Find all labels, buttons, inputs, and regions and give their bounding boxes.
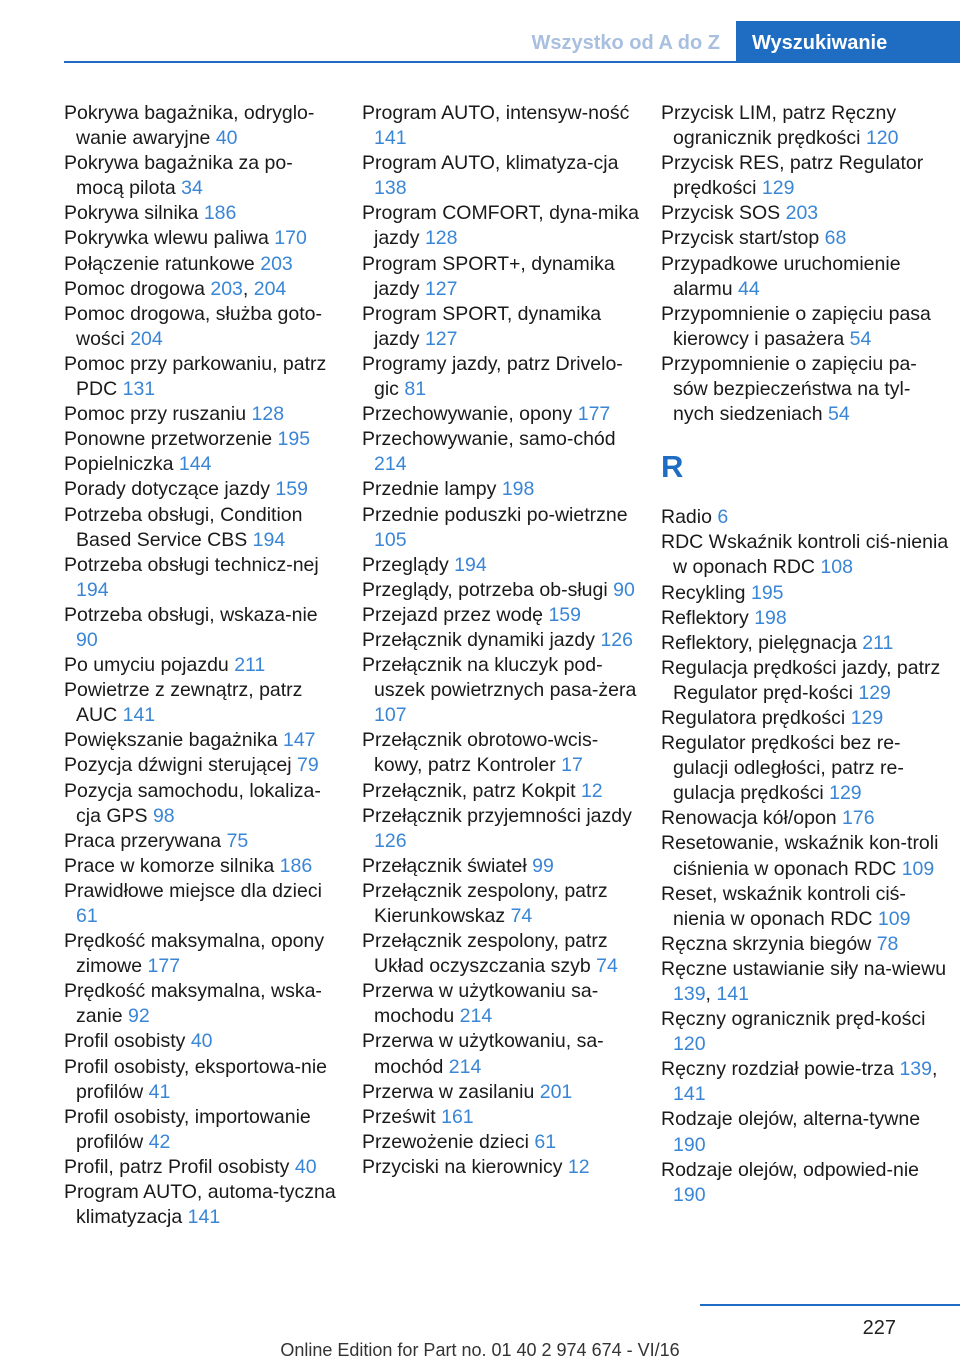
index-term: Pokrywa bagażnika, odryglo-wanie awaryjne xyxy=(64,102,315,150)
index-term: Regulacja prędkości jazdy, patrz Regulator pręd-kości xyxy=(661,656,941,704)
index-entry xyxy=(362,603,642,628)
page-link[interactable]: 126 xyxy=(600,628,633,651)
index-entry xyxy=(362,1029,642,1079)
index-entry xyxy=(64,302,340,352)
index-entry xyxy=(362,728,642,778)
page-link[interactable]: 54 xyxy=(849,327,872,350)
index-entry xyxy=(362,929,642,979)
page-link[interactable]: 161 xyxy=(441,1105,474,1128)
index-term: Przełącznik, patrz Kokpit xyxy=(362,779,576,802)
index-term: Przechowywanie, samo-chód xyxy=(362,428,616,451)
page-link[interactable]: 54 xyxy=(828,403,850,426)
page-link[interactable]: 129 xyxy=(829,782,862,805)
page-link[interactable]: 40 xyxy=(215,127,238,150)
page-link[interactable]: 75 xyxy=(226,829,249,852)
index-entry xyxy=(64,427,340,452)
index-term: Przełącznik świateł xyxy=(362,854,527,877)
index-entry xyxy=(64,477,340,502)
index-entry xyxy=(661,226,951,251)
index-entry xyxy=(362,578,642,603)
footer-rule xyxy=(700,1304,960,1306)
index-entry xyxy=(362,503,642,553)
index-term: Pomoc drogowa xyxy=(64,277,205,300)
index-entry xyxy=(64,779,340,829)
page-link[interactable]: 176 xyxy=(842,807,875,830)
index-term: Profil osobisty xyxy=(64,1030,186,1053)
index-term: Radio xyxy=(661,506,712,529)
index-term: Pokrywa silnika xyxy=(64,202,199,225)
index-entry xyxy=(64,678,340,728)
index-entry xyxy=(64,603,340,653)
index-entry xyxy=(64,1180,340,1230)
page-link[interactable]: 109 xyxy=(901,857,935,880)
page-link[interactable]: 74 xyxy=(510,905,533,927)
index-entry xyxy=(661,302,951,352)
page-link[interactable]: 159 xyxy=(548,603,581,626)
index-term: Przewożenie dzieci xyxy=(362,1130,529,1153)
page-link[interactable]: 214 xyxy=(448,1055,482,1078)
page-link[interactable]: 127 xyxy=(424,327,458,350)
index-term: Przełącznik na kluczyk pod-uszek powietrznych pasa-żera xyxy=(362,654,637,702)
page-link[interactable]: 126 xyxy=(374,829,407,852)
index-term: Przełącznik zespolony, patrz Układ oczyszczania szyb xyxy=(362,930,608,978)
page-link[interactable]: 203 xyxy=(210,277,243,300)
index-term: Ręczne ustawianie siły na-wiewu xyxy=(661,957,947,980)
index-group-p-continued xyxy=(661,101,951,427)
index-term: Program AUTO, klimatyza-cja xyxy=(362,152,619,175)
page-link[interactable]: 120 xyxy=(865,127,899,150)
index-term: Rodzaje olejów, odpowied-nie xyxy=(661,1158,920,1181)
page-link[interactable]: 108 xyxy=(820,556,853,579)
index-entry xyxy=(362,1080,642,1105)
index-entry xyxy=(362,201,642,251)
page-link[interactable]: 105 xyxy=(374,528,407,551)
index-entry xyxy=(661,631,951,656)
index-term: Recykling xyxy=(661,581,746,604)
page-link[interactable]: 107 xyxy=(374,704,407,727)
index-entry xyxy=(362,427,642,477)
index-entry xyxy=(362,101,642,151)
page-link[interactable]: 128 xyxy=(424,227,458,250)
page-link[interactable]: 129 xyxy=(761,177,795,200)
page-link[interactable]: 204 xyxy=(253,277,287,300)
index-group-r xyxy=(661,505,951,1208)
page-link[interactable]: 128 xyxy=(251,403,285,426)
index-term: Pokrywka wlewu paliwa xyxy=(64,227,269,250)
index-term: Prace w komorze silnika xyxy=(64,854,275,877)
index-term: Reset, wskaźnik kontroli ciś-nienia w oponach RDC xyxy=(661,882,906,930)
page-link[interactable]: 141 xyxy=(374,127,407,150)
page-link[interactable]: 214 xyxy=(374,453,407,476)
index-term: Resetowanie, wskaźnik kon-troli ciśnienia w oponach RDC xyxy=(661,832,939,880)
index-entry xyxy=(661,831,951,881)
index-entry xyxy=(362,402,642,427)
page-link[interactable]: 198 xyxy=(501,478,535,501)
index-entry xyxy=(362,477,642,502)
page-link[interactable]: 144 xyxy=(178,453,212,476)
index-term: Powietrze z zewnątrz, patrz AUC xyxy=(64,679,303,727)
page-link[interactable]: 42 xyxy=(148,1130,171,1153)
index-entry xyxy=(661,252,951,302)
footer-edition: Online Edition for Part no. 01 40 2 974 674 - VI/16 xyxy=(280,1340,680,1360)
page-link[interactable]: 68 xyxy=(824,227,847,250)
index-term: Przyciski na kierownicy xyxy=(362,1155,563,1178)
page-link[interactable]: 190 xyxy=(673,1133,706,1156)
page-link[interactable]: 195 xyxy=(277,428,311,451)
index-entry xyxy=(661,1107,951,1157)
index-entry xyxy=(661,706,951,731)
index-letter-heading: R xyxy=(661,449,684,485)
page-link[interactable]: 40 xyxy=(294,1155,317,1178)
page-link[interactable]: 186 xyxy=(279,854,313,877)
index-entry xyxy=(661,530,951,580)
index-entry xyxy=(64,503,340,553)
header-rule xyxy=(64,61,960,63)
index-entry xyxy=(362,352,642,402)
page-link[interactable]: 201 xyxy=(539,1080,573,1103)
page-link[interactable]: 92 xyxy=(128,1005,150,1028)
index-entry xyxy=(362,302,642,352)
index-term: Profil osobisty, importowanie profilów xyxy=(64,1105,311,1153)
page-link[interactable]: 79 xyxy=(297,754,319,777)
page-link[interactable]: 214 xyxy=(459,1005,493,1028)
index-term: Praca przerywana xyxy=(64,829,222,852)
index-entry xyxy=(64,226,340,251)
page-link[interactable]: 198 xyxy=(754,606,787,629)
index-entry xyxy=(362,653,642,728)
page-link[interactable]: 139 xyxy=(673,983,706,1005)
index-entry xyxy=(362,779,642,804)
index-entry xyxy=(64,1029,340,1054)
index-term: Program SPORT, dynamika jazdy xyxy=(362,302,602,350)
page-link[interactable]: 194 xyxy=(76,578,109,601)
page-link[interactable]: 194 xyxy=(454,553,487,576)
index-term: Przełącznik przyjemności jazdy xyxy=(362,804,632,827)
page-link[interactable]: 12 xyxy=(580,779,603,802)
index-entry xyxy=(661,606,951,631)
page-link[interactable]: 159 xyxy=(275,478,308,501)
index-term: Przypomnienie o zapięciu pa-sów bezpieczeństwa na tyl-nych siedzeniach xyxy=(661,352,917,426)
index-term: Potrzeba obsługi, wskaza-nie xyxy=(64,603,318,626)
page-link[interactable]: 40 xyxy=(190,1030,213,1053)
page-link[interactable]: 177 xyxy=(577,403,611,426)
index-term: Przednie lampy xyxy=(362,478,497,501)
page-link[interactable]: 61 xyxy=(76,905,98,927)
page-link[interactable]: 109 xyxy=(877,907,911,930)
index-entry xyxy=(362,854,642,879)
index-entry xyxy=(64,402,340,427)
index-entry xyxy=(64,151,340,201)
page-link[interactable]: 147 xyxy=(282,729,316,752)
header-tab-search[interactable]: Wyszukiwanie xyxy=(736,21,960,62)
index-entry xyxy=(64,452,340,477)
index-entry xyxy=(362,628,642,653)
index-term: Popielniczka xyxy=(64,453,174,476)
index-term: Przypadkowe uruchomienie alarmu xyxy=(661,252,901,300)
page-link[interactable]: 131 xyxy=(122,378,156,401)
index-term: Pomoc przy ruszaniu xyxy=(64,403,247,426)
index-term: Program COMFORT, dyna-mika jazdy xyxy=(362,202,640,250)
index-term: Przełącznik dynamiki jazdy xyxy=(362,628,596,651)
page-link[interactable]: 195 xyxy=(750,581,784,604)
index-entry xyxy=(362,252,642,302)
page-link[interactable]: 194 xyxy=(252,528,286,551)
index-term: Reflektory, pielęgnacja xyxy=(661,631,857,654)
page-link[interactable]: 141 xyxy=(673,1083,706,1106)
index-term: Porady dotyczące jazdy xyxy=(64,478,270,501)
index-entry xyxy=(64,929,340,979)
index-entry xyxy=(64,1105,340,1155)
index-term: Pokrywa bagażnika za po-mocą pilota xyxy=(64,152,293,200)
index-entry xyxy=(661,1007,951,1057)
index-term: Potrzeba obsługi, Condition Based Service CBS xyxy=(64,503,303,551)
page-link[interactable]: 61 xyxy=(534,1130,557,1153)
page-link[interactable]: 190 xyxy=(673,1183,706,1206)
page-link[interactable]: 17 xyxy=(561,754,583,777)
index-entry xyxy=(661,505,951,530)
index-entry xyxy=(661,656,951,706)
index-term: Potrzeba obsługi technicz-nej xyxy=(64,553,319,576)
index-entry xyxy=(661,581,951,606)
index-term: Przypomnienie o zapięciu pasa kierowcy i pasażera xyxy=(661,302,931,350)
index-term: Pozycja samochodu, lokaliza-cja GPS xyxy=(64,779,321,827)
index-term: Prawidłowe miejsce dla dzieci xyxy=(64,879,322,902)
index-entry xyxy=(64,854,340,879)
page-link[interactable]: 204 xyxy=(130,327,163,350)
index-entry xyxy=(362,804,642,854)
index-term: Program AUTO, automa-tyczna klimatyzacja xyxy=(64,1181,336,1229)
page-link[interactable]: 127 xyxy=(424,277,458,300)
index-entry xyxy=(362,1130,642,1155)
index-entry xyxy=(362,879,642,929)
index-entry xyxy=(64,1155,340,1180)
index-entry xyxy=(661,806,951,831)
index-term: Program AUTO, intensyw-ność xyxy=(362,102,630,124)
page-link[interactable]: 129 xyxy=(858,681,891,704)
index-term: Przełącznik obrotowo-wcis-kowy, patrz Kontroler xyxy=(362,729,599,777)
index-term: Reflektory xyxy=(661,606,749,629)
index-term: Profil, patrz Profil osobisty xyxy=(64,1155,290,1178)
index-term: Regulatora prędkości xyxy=(661,706,846,729)
index-term: Pomoc przy parkowaniu, patrz PDC xyxy=(64,352,327,401)
index-term: Ręczny ogranicznik pręd-kości xyxy=(661,1008,926,1031)
page-link[interactable]: 44 xyxy=(738,277,760,300)
index-term: Przerwa w użytkowaniu sa-mochodu xyxy=(362,980,599,1028)
index-term: Przeglądy, potrzeba ob-sługi xyxy=(362,578,608,601)
index-entry xyxy=(362,553,642,578)
index-entry xyxy=(64,201,340,226)
page-link[interactable]: 141 xyxy=(716,983,749,1005)
index-entry xyxy=(362,979,642,1029)
index-entry xyxy=(661,932,951,957)
index-term: Przeglądy xyxy=(362,553,449,576)
index-entry: Pomoc drogowa 203, 204 xyxy=(64,277,287,300)
page-link[interactable]: 99 xyxy=(532,854,554,877)
index-entry: Ręczny rozdział powie-trza 139, 141 xyxy=(661,1058,938,1106)
page-number: 227 xyxy=(862,1317,896,1339)
index-term: Prędkość maksymalna, opony zimowe xyxy=(64,930,325,978)
page-link[interactable]: 211 xyxy=(862,631,894,654)
index-term: Prędkość maksymalna, wska-zanie xyxy=(64,980,322,1028)
index-term: Przycisk SOS xyxy=(661,202,781,225)
index-term: Program SPORT+, dynamika jazdy xyxy=(362,252,615,300)
page-link[interactable]: 81 xyxy=(404,378,427,401)
page-link[interactable]: 120 xyxy=(673,1033,706,1056)
index-entry xyxy=(362,151,642,201)
index-term: Przycisk LIM, patrz Ręczny ogranicznik prędkości xyxy=(661,102,897,150)
index-term: RDC Wskaźnik kontroli ciś-nienia w oponach RDC xyxy=(661,531,949,579)
header-section-title: Wszystko od A do Z xyxy=(531,32,720,54)
index-term: Powiększanie bagażnika xyxy=(64,729,278,752)
page-link[interactable]: 12 xyxy=(567,1155,590,1178)
index-term: Regulator prędkości bez re-gulacji odległości, patrz re-gulacja prędkości xyxy=(661,732,904,805)
index-term: Przechowywanie, opony xyxy=(362,403,573,426)
page-link[interactable]: 98 xyxy=(152,804,175,827)
page-link[interactable]: 41 xyxy=(148,1080,171,1103)
page-link[interactable]: 138 xyxy=(374,177,407,200)
index-term: Prześwit xyxy=(362,1105,436,1128)
index-term: Ponowne przetworzenie xyxy=(64,428,273,451)
index-term: Pomoc drogowa, służba goto-wości xyxy=(64,302,322,350)
index-entry xyxy=(64,829,340,854)
page-link[interactable]: 177 xyxy=(147,955,181,978)
page-link[interactable]: 139 xyxy=(899,1058,932,1081)
page-link[interactable]: 34 xyxy=(181,177,203,200)
index-entry xyxy=(64,1055,340,1105)
index-entry xyxy=(661,1158,951,1208)
index-term: Przejazd przez wodę xyxy=(362,603,544,626)
index-entry xyxy=(661,151,951,201)
index-entry xyxy=(362,1105,642,1130)
index-entry xyxy=(64,352,340,402)
index-term: Przycisk start/stop xyxy=(661,227,820,250)
index-column-3 xyxy=(661,101,951,1208)
index-column-1 xyxy=(64,101,340,1230)
index-entry xyxy=(661,731,951,806)
index-entry xyxy=(64,979,340,1029)
index-entry xyxy=(661,352,951,427)
page-link[interactable]: 6 xyxy=(717,506,729,529)
page-header xyxy=(0,0,960,62)
index-term: Przerwa w zasilaniu xyxy=(362,1080,535,1103)
index-entry xyxy=(64,728,340,753)
index-term: Przycisk RES, patrz Regulator prędkości xyxy=(661,152,924,200)
index-entry xyxy=(362,1155,642,1180)
index-entry xyxy=(661,882,951,932)
page-link[interactable]: 78 xyxy=(876,932,899,955)
index-term: Profil osobisty, eksportowa-nie profilów xyxy=(64,1055,328,1103)
page-link[interactable]: 129 xyxy=(850,706,884,729)
page-link[interactable]: 90 xyxy=(76,628,98,651)
index-term: Renowacja kół/opon xyxy=(661,807,837,830)
index-entry xyxy=(64,653,340,678)
index-entry xyxy=(64,753,340,778)
page-link[interactable]: 203 xyxy=(785,202,819,225)
page-link[interactable]: 186 xyxy=(203,202,237,225)
index-term: Rodzaje olejów, alterna-tywne xyxy=(661,1108,921,1131)
page-link[interactable]: 90 xyxy=(613,578,635,601)
index-term: Połączenie ratunkowe xyxy=(64,252,255,275)
index-entry xyxy=(661,101,951,151)
index-entry xyxy=(64,553,340,603)
page-link[interactable]: 203 xyxy=(260,252,293,275)
page-link[interactable]: 211 xyxy=(234,654,266,677)
index-entry xyxy=(64,879,340,929)
index-entry xyxy=(661,201,951,226)
index-entry: Ręczne ustawianie siły na-wiewu 139, 141 xyxy=(661,957,947,1005)
index-term: Po umyciu pojazdu xyxy=(64,654,229,677)
page-link[interactable]: 170 xyxy=(274,227,307,250)
index-term: Ręczny rozdział powie-trza xyxy=(661,1058,895,1081)
page-link[interactable]: 141 xyxy=(122,704,156,727)
index-term: Przednie poduszki po-wietrzne xyxy=(362,503,628,526)
page-link[interactable]: 74 xyxy=(596,955,618,978)
index-term: Pozycja dźwigni sterującej xyxy=(64,754,292,777)
index-term: Przełącznik zespolony, patrz Kierunkowskaz xyxy=(362,879,608,927)
page-link[interactable]: 141 xyxy=(187,1206,221,1229)
index-entry xyxy=(64,252,340,277)
index-term: Ręczna skrzynia biegów xyxy=(661,932,872,955)
index-entry xyxy=(64,101,340,151)
index-term: Programy jazdy, patrz Drivelo-gic xyxy=(362,352,623,401)
index-term: Przerwa w użytkowaniu, sa-mochód xyxy=(362,1030,604,1078)
index-column-2 xyxy=(362,101,642,1180)
